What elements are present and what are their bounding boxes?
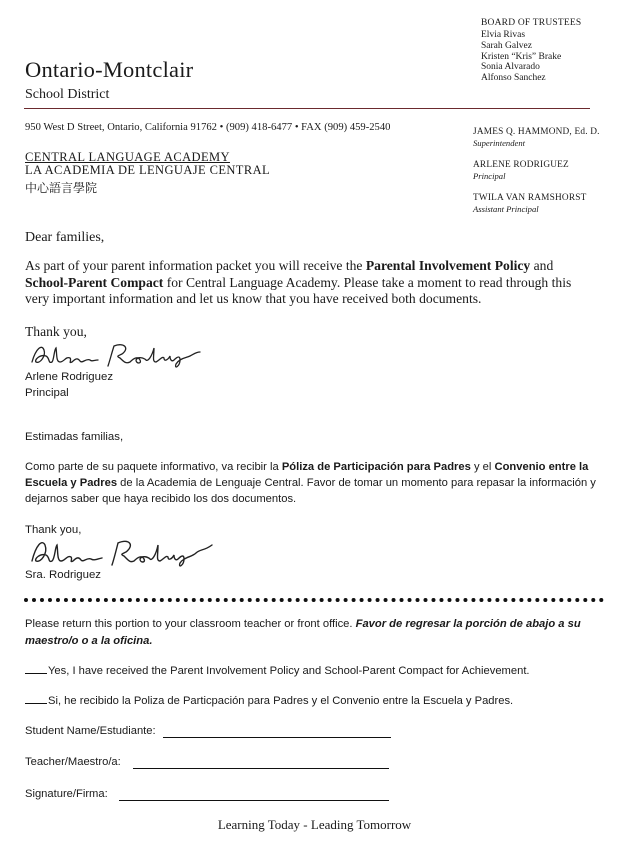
cut-line-divider bbox=[24, 598, 604, 602]
district-address: 950 West D Street, Ontario, California 91762 • (909) 418-6477 • FAX (909) 459-2540 bbox=[25, 122, 391, 133]
staff-name: TWILA VAN RAMSHORST bbox=[473, 193, 587, 203]
body-text: de la Academia de Lenguaje Central. Favor de tomar un momento para repasar la información y dejarnos saber que haya recibido los dos documentos. bbox=[25, 477, 596, 505]
district-subtitle: School District bbox=[25, 87, 110, 102]
board-member: Sarah Galvez bbox=[481, 40, 532, 51]
signature-field bbox=[25, 788, 108, 800]
board-member: Sonia Alvarado bbox=[481, 62, 540, 73]
closing-english: Thank you, bbox=[25, 324, 87, 339]
teacher-field bbox=[25, 756, 121, 768]
academy-name-english: CENTRAL LANGUAGE ACADEMY bbox=[25, 150, 230, 164]
board-title: BOARD OF TRUSTEES bbox=[481, 18, 582, 28]
staff-title: Principal bbox=[473, 171, 506, 181]
body-text: and bbox=[530, 258, 554, 273]
academy-name-chinese: 中心語言學院 bbox=[25, 181, 98, 195]
board-members-list bbox=[481, 30, 561, 84]
academy-name-spanish: LA ACADEMIA DE LENGUAJE CENTRAL bbox=[25, 163, 271, 177]
field-label: Signature/Firma: bbox=[25, 788, 108, 800]
staff-name: ARLENE RODRIGUEZ bbox=[473, 160, 569, 170]
acknowledgement-text: Yes, I have received the Parent Involvement Policy and School-Parent Compact for Achievement. bbox=[48, 665, 530, 677]
signer-name: Sra. Rodriguez bbox=[25, 569, 101, 581]
acknowledgement-spanish bbox=[25, 693, 513, 707]
teacher-blank[interactable] bbox=[133, 768, 389, 769]
body-spanish bbox=[25, 459, 603, 507]
body-english bbox=[25, 258, 590, 308]
staff-assistant-principal bbox=[473, 193, 586, 214]
student-name-blank[interactable] bbox=[163, 737, 391, 738]
footer-motto: Learning Today - Leading Tomorrow bbox=[217, 817, 412, 832]
policy-name: Parental Involvement Policy bbox=[365, 258, 531, 273]
compact-name: Convenio entre la Escuela y Padres bbox=[25, 461, 589, 489]
staff-principal bbox=[473, 160, 569, 181]
return-note-spanish: Favor de regresar la porción de abajo a su maestro/o o a la oficina. bbox=[25, 618, 581, 647]
acknowledgement-english bbox=[25, 663, 530, 677]
header-divider bbox=[24, 108, 590, 109]
body-text: for Central Language Academy. Please take a moment to read through this very important information and let us know that you have received both documents. bbox=[25, 274, 572, 306]
body-text: y el bbox=[470, 461, 495, 473]
compact-name: School-Parent Compact bbox=[25, 274, 164, 290]
signer-title: Principal bbox=[25, 387, 69, 399]
signature-blank[interactable] bbox=[119, 800, 389, 801]
closing-spanish: Thank you, bbox=[25, 524, 82, 536]
body-text: Como parte de su paquete informativo, va recibir la bbox=[25, 461, 282, 473]
principal-signature bbox=[28, 338, 208, 372]
greeting-spanish: Estimadas familias, bbox=[25, 431, 124, 443]
checkmark-blank[interactable] bbox=[25, 693, 47, 704]
board-member: Elvia Rivas bbox=[481, 30, 526, 40]
body-text: As part of your parent information packet you will receive the bbox=[25, 258, 366, 273]
acknowledgement-text: Si, he recibido la Poliza de Particpación para Padres y el Convenio entre la Escuela y Padres. bbox=[48, 695, 514, 707]
staff-title: Assistant Principal bbox=[473, 204, 539, 214]
return-note-english: Please return this portion to your classroom teacher or front office. bbox=[25, 618, 356, 630]
board-member: Kristen “Kris” Brake bbox=[481, 51, 562, 62]
signer-name: Arlene Rodriguez bbox=[25, 371, 114, 383]
board-member: Alfonso Sanchez bbox=[481, 73, 546, 84]
field-label: Teacher/Maestro/a: bbox=[25, 756, 121, 768]
greeting-english: Dear families, bbox=[25, 230, 105, 245]
checkmark-blank[interactable] bbox=[25, 663, 47, 674]
staff-title: Superintendent bbox=[473, 138, 526, 148]
staff-name: JAMES Q. HAMMOND, Ed. D. bbox=[473, 127, 600, 137]
staff-superintendent bbox=[473, 127, 600, 148]
principal-signature-2 bbox=[28, 535, 218, 571]
field-label: Student Name/Estudiante: bbox=[25, 725, 156, 737]
return-instructions bbox=[25, 616, 605, 650]
policy-name: Póliza de Participación para Padres bbox=[281, 461, 471, 473]
district-name: Ontario-Montclair bbox=[25, 57, 194, 82]
student-name-field bbox=[25, 725, 156, 737]
